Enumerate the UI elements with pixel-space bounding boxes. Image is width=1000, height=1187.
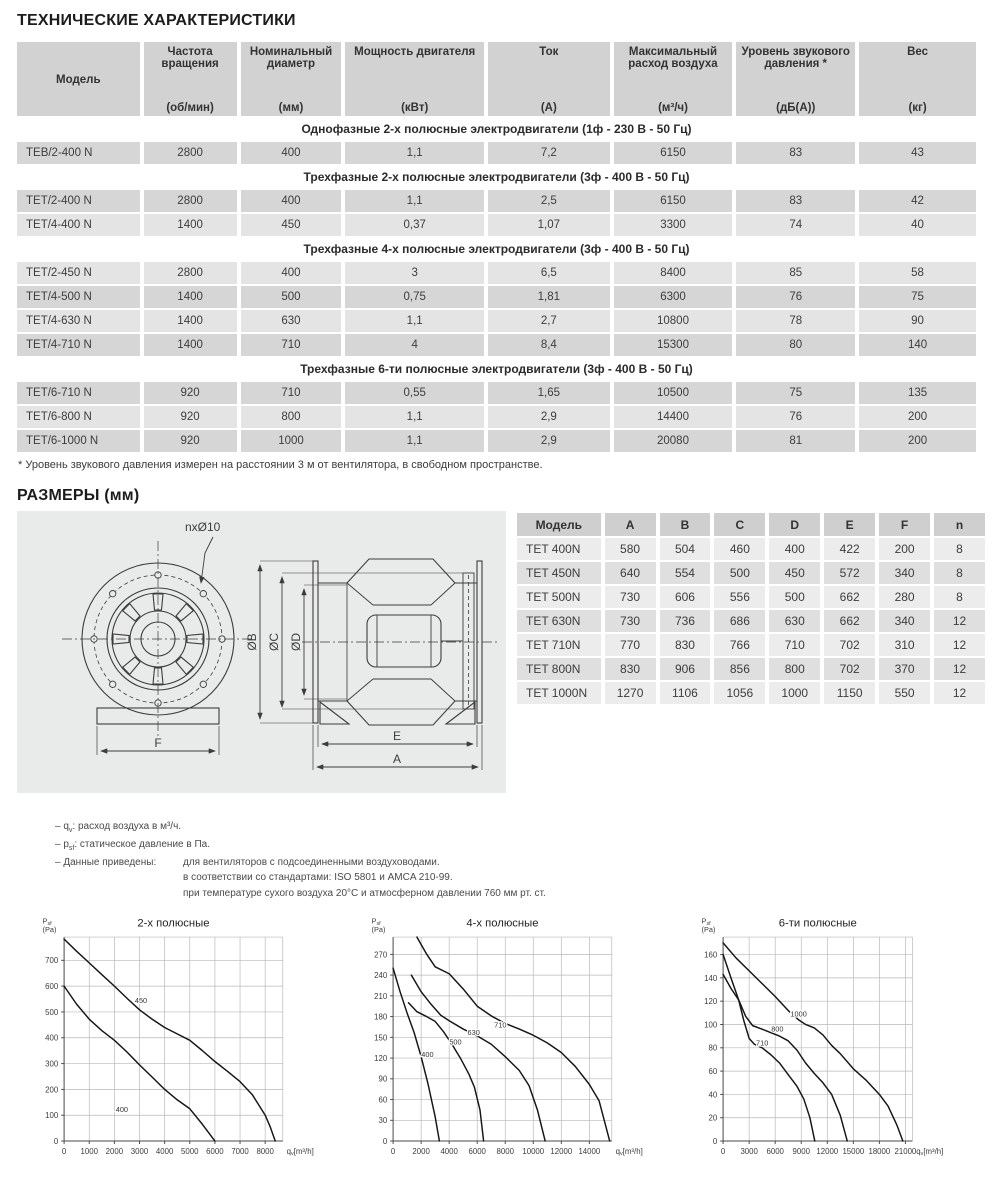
svg-text:40: 40 [708, 1090, 718, 1100]
model-cell: TEB/2-400 N [17, 142, 140, 164]
svg-text:10000: 10000 [522, 1146, 545, 1156]
value-cell: 6300 [614, 286, 733, 308]
svg-text:600: 600 [45, 982, 59, 992]
svg-text:0: 0 [383, 1137, 388, 1147]
dimension-cell: 280 [879, 586, 930, 608]
bolt-hole [200, 681, 206, 687]
bolt-hole [110, 591, 116, 597]
value-cell: 80 [736, 334, 855, 356]
value-cell: 1,1 [345, 406, 484, 428]
dimension-cell: 12 [934, 682, 985, 704]
x-axis-label: qv[m³/h] [286, 1146, 314, 1158]
dimension-cell: 630 [769, 610, 820, 632]
value-cell: 200 [859, 406, 976, 428]
dimension-cell: 200 [879, 538, 930, 560]
page-title: ТЕХНИЧЕСКИЕ ХАРАКТЕРИСТИКИ [17, 12, 296, 29]
dimension-cell: 662 [824, 586, 875, 608]
table-row [17, 214, 976, 236]
value-cell: 81 [736, 430, 855, 452]
spec-section-row [17, 238, 976, 260]
y-axis-label: $P_{sf}$ [372, 916, 382, 928]
dimension-cell: 770 [605, 634, 656, 656]
value-cell: 140 [859, 334, 976, 356]
value-cell: 8,4 [488, 334, 610, 356]
dimension-drawing-panel [17, 511, 506, 793]
drawing-label-e: E [392, 729, 402, 743]
model-cell: TET 800N [517, 658, 601, 680]
table-row [17, 142, 976, 164]
svg-text:300: 300 [45, 1059, 59, 1069]
spec-section-row [17, 118, 976, 140]
curve-label-710: 710 [494, 1020, 507, 1030]
table-row [517, 562, 985, 584]
value-cell: 1400 [144, 214, 237, 236]
curve-800 [723, 975, 847, 1142]
value-cell: 0,75 [345, 286, 484, 308]
dimension-cell: 830 [605, 658, 656, 680]
svg-text:14000: 14000 [578, 1146, 601, 1156]
x-axis-label: qv[m³/h] [616, 1146, 644, 1158]
table-row [17, 382, 976, 404]
dimension-cell: 8 [934, 562, 985, 584]
curve-label-710: 710 [755, 1038, 769, 1048]
svg-text:2000: 2000 [412, 1146, 431, 1156]
svg-text:1000: 1000 [80, 1146, 98, 1156]
dimension-cell: 460 [714, 538, 765, 560]
svg-text:0: 0 [61, 1146, 67, 1156]
dimension-cell: 830 [660, 634, 711, 656]
dimension-cell: 12 [934, 658, 985, 680]
value-cell: 85 [736, 262, 855, 284]
value-cell: 400 [241, 190, 342, 212]
dims-col-header: C [714, 513, 765, 536]
value-cell: 83 [736, 190, 855, 212]
spec-section-title: Трехфазные 6-ти полюсные электродвигатели (3ф - 400 В - 50 Гц) [17, 358, 976, 380]
value-cell: 14400 [614, 406, 733, 428]
spec-section-title: Трехфазные 4-х полюсные электродвигатели (3ф - 400 В - 50 Гц) [17, 238, 976, 260]
svg-text:7000: 7000 [231, 1146, 249, 1156]
dimension-cell: 340 [879, 562, 930, 584]
value-cell: 10800 [614, 310, 733, 332]
svg-text:21000: 21000 [894, 1146, 917, 1156]
dimensions-table [513, 511, 989, 706]
value-cell: 2,9 [488, 430, 610, 452]
value-cell: 1,1 [345, 430, 484, 452]
table-row [517, 586, 985, 608]
spec-col-header: Номинальный диаметр (мм) [241, 42, 342, 116]
dimension-cell: 554 [660, 562, 711, 584]
svg-text:210: 210 [374, 991, 388, 1001]
svg-text:240: 240 [374, 971, 388, 981]
svg-text:12000: 12000 [816, 1146, 839, 1156]
model-cell: TET 710N [517, 634, 601, 656]
dimension-cell: 800 [769, 658, 820, 680]
model-cell: TET 450N [517, 562, 601, 584]
svg-text:(Pa): (Pa) [372, 925, 386, 935]
dimension-cell: 662 [824, 610, 875, 632]
dimension-cell: 340 [879, 610, 930, 632]
svg-text:0: 0 [720, 1146, 726, 1156]
dimension-cell: 702 [824, 658, 875, 680]
svg-text:60: 60 [708, 1067, 718, 1077]
spec-head [17, 42, 976, 116]
value-cell: 400 [241, 262, 342, 284]
note-data-line: при температуре сухого воздуха 20°С и атмосферном давлении 760 мм рт. ст. [183, 887, 546, 899]
bolt-hole [110, 681, 116, 687]
dimension-cell: 310 [879, 634, 930, 656]
svg-text:60: 60 [378, 1095, 388, 1105]
dimension-cell: 736 [660, 610, 711, 632]
dimension-cell: 856 [714, 658, 765, 680]
drawing-label-dc: ØC [267, 633, 281, 651]
dimension-cell: 8 [934, 586, 985, 608]
svg-text:3000: 3000 [130, 1146, 149, 1156]
value-cell: 1,07 [488, 214, 610, 236]
drawing-label-a: A [392, 752, 402, 766]
dimension-cell: 730 [605, 586, 656, 608]
dimension-cell: 12 [934, 610, 985, 632]
svg-text:6000: 6000 [766, 1146, 784, 1156]
value-cell: 6,5 [488, 262, 610, 284]
value-cell: 0,37 [345, 214, 484, 236]
table-row [17, 286, 976, 308]
value-cell: 58 [859, 262, 976, 284]
curve-label-400: 400 [115, 1105, 129, 1115]
value-cell: 10500 [614, 382, 733, 404]
note-qv: – $q_v$: расход воздуха в м³/ч. [55, 821, 182, 834]
dimension-cell: 550 [879, 682, 930, 704]
dimension-cell: 730 [605, 610, 656, 632]
chart-title: 2-х полюсные [137, 917, 210, 930]
value-cell: 7,2 [488, 142, 610, 164]
value-cell: 2,7 [488, 310, 610, 332]
table-row [17, 430, 976, 452]
chart-title: 4-х полюсные [466, 917, 539, 930]
model-cell: TET/6-800 N [17, 406, 140, 428]
dimension-drawing [17, 511, 506, 793]
drawing-label-db: ØB [245, 633, 259, 651]
value-cell: 400 [241, 142, 342, 164]
sizes-title: РАЗМЕРЫ (мм) [17, 487, 140, 504]
svg-text:18000: 18000 [868, 1146, 891, 1156]
dims-col-header: A [605, 513, 656, 536]
value-cell: 83 [736, 142, 855, 164]
value-cell: 42 [859, 190, 976, 212]
value-cell: 920 [144, 430, 237, 452]
dimension-cell: 906 [660, 658, 711, 680]
svg-text:12000: 12000 [550, 1146, 573, 1156]
dimension-cell: 504 [660, 538, 711, 560]
note-data-lines [183, 855, 546, 902]
value-cell: 3 [345, 262, 484, 284]
note-data-line: для вентиляторов с подсоединенными воздуховодами. [183, 856, 440, 868]
svg-text:120: 120 [374, 1054, 388, 1064]
dimension-cell: 640 [605, 562, 656, 584]
dimension-cell: 1150 [824, 682, 875, 704]
svg-text:9000: 9000 [792, 1146, 810, 1156]
svg-text:270: 270 [374, 950, 388, 960]
spec-col-header: Уровень звукового давления * (дБ(А)) [736, 42, 855, 116]
value-cell: 1,81 [488, 286, 610, 308]
spec-body [17, 118, 976, 452]
dimension-cell: 400 [769, 538, 820, 560]
dims-col-header: E [824, 513, 875, 536]
svg-text:120: 120 [704, 997, 718, 1007]
x-axis-label: qv[m³/h] [916, 1146, 944, 1158]
chart-6-ти полюсные [678, 911, 978, 1173]
dimension-cell: 500 [769, 586, 820, 608]
sizes-section [17, 511, 984, 793]
dimension-cell: 370 [879, 658, 930, 680]
svg-text:4000: 4000 [155, 1146, 174, 1156]
svg-text:5000: 5000 [181, 1146, 199, 1156]
value-cell: 500 [241, 286, 342, 308]
model-cell: TET/4-500 N [17, 286, 140, 308]
value-cell: 710 [241, 334, 342, 356]
model-cell: TET/6-1000 N [17, 430, 140, 452]
value-cell: 78 [736, 310, 855, 332]
svg-text:6000: 6000 [468, 1146, 487, 1156]
note-data-label: – Данные приведены: [55, 856, 157, 868]
dimension-cell: 12 [934, 634, 985, 656]
svg-text:2000: 2000 [105, 1146, 124, 1156]
dimension-cell: 572 [824, 562, 875, 584]
value-cell: 630 [241, 310, 342, 332]
dimension-cell: 8 [934, 538, 985, 560]
table-row [517, 538, 985, 560]
value-cell: 3300 [614, 214, 733, 236]
table-row [517, 682, 985, 704]
value-cell: 1,1 [345, 190, 484, 212]
model-cell: TET/6-710 N [17, 382, 140, 404]
note-data [55, 855, 984, 902]
spec-col-header: Модель [17, 42, 140, 116]
svg-text:(Pa): (Pa) [42, 925, 57, 935]
value-cell: 2800 [144, 142, 237, 164]
svg-text:0: 0 [712, 1137, 718, 1147]
drawing-label-dd: ØD [289, 633, 303, 651]
note-psf: – $p_{sf}$: статическое давление в Па. [55, 838, 210, 852]
chart-2-х полюсные [19, 911, 348, 1173]
table-row [17, 310, 976, 332]
dimension-cell: 1056 [714, 682, 765, 704]
svg-text:8000: 8000 [496, 1146, 515, 1156]
model-cell: TET 630N [517, 610, 601, 632]
svg-text:200: 200 [45, 1085, 59, 1095]
dims-col-header: B [660, 513, 711, 536]
table-row [517, 634, 985, 656]
dimension-cell: 1106 [660, 682, 711, 704]
model-cell: TET/4-400 N [17, 214, 140, 236]
svg-text:140: 140 [704, 973, 718, 983]
sound-level-footnote: * Уровень звукового давления измерен на расстоянии 3 м от вентилятора, в свободном пространстве. [18, 459, 543, 471]
value-cell: 920 [144, 382, 237, 404]
model-cell: TET/4-710 N [17, 334, 140, 356]
drawing-label-holes: nxØ10 [185, 520, 221, 534]
svg-text:4000: 4000 [440, 1146, 459, 1156]
value-cell: 6150 [614, 142, 733, 164]
value-cell: 90 [859, 310, 976, 332]
dimension-cell: 702 [824, 634, 875, 656]
dimension-cell: 606 [660, 586, 711, 608]
value-cell: 2800 [144, 262, 237, 284]
dimension-cell: 1270 [605, 682, 656, 704]
value-cell: 920 [144, 406, 237, 428]
dimension-cell: 422 [824, 538, 875, 560]
value-cell: 4 [345, 334, 484, 356]
dimension-cell: 766 [714, 634, 765, 656]
value-cell: 1400 [144, 286, 237, 308]
value-cell: 75 [859, 286, 976, 308]
svg-text:100: 100 [45, 1111, 59, 1121]
dims-col-header: Модель [517, 513, 601, 536]
value-cell: 1400 [144, 310, 237, 332]
svg-text:6000: 6000 [206, 1146, 224, 1156]
spec-section-title: Трехфазные 2-х полюсные электродвигатели (3ф - 400 В - 50 Гц) [17, 166, 976, 188]
bolt-hole [200, 591, 206, 597]
dimension-cell: 710 [769, 634, 820, 656]
table-row [17, 334, 976, 356]
curve-label-400: 400 [421, 1050, 435, 1060]
svg-text:180: 180 [374, 1012, 388, 1022]
svg-text:150: 150 [374, 1033, 388, 1043]
spec-col-header: Ток (А) [488, 42, 610, 116]
value-cell: 710 [241, 382, 342, 404]
value-cell: 76 [736, 406, 855, 428]
table-row [517, 610, 985, 632]
value-cell: 800 [241, 406, 342, 428]
value-cell: 76 [736, 286, 855, 308]
value-cell: 40 [859, 214, 976, 236]
svg-text:8000: 8000 [256, 1146, 274, 1156]
spec-col-header: Мощность двигателя (кВт) [345, 42, 484, 116]
value-cell: 74 [736, 214, 855, 236]
spec-section-row [17, 166, 976, 188]
svg-text:160: 160 [704, 950, 718, 960]
svg-text:90: 90 [378, 1074, 388, 1084]
value-cell: 1000 [241, 430, 342, 452]
value-cell: 75 [736, 382, 855, 404]
note-data-line: в соответствии со стандартами: ISO 5801 и AMCA 210-99. [183, 872, 453, 884]
table-row [17, 406, 976, 428]
model-cell: TET/2-450 N [17, 262, 140, 284]
dimension-cell: 580 [605, 538, 656, 560]
curve-label-450: 450 [134, 995, 148, 1005]
dimension-cell: 686 [714, 610, 765, 632]
model-cell: TET/2-400 N [17, 190, 140, 212]
dimension-cell: 1000 [769, 682, 820, 704]
dims-body [517, 538, 985, 704]
value-cell: 135 [859, 382, 976, 404]
dimension-cell: 500 [714, 562, 765, 584]
value-cell: 0,55 [345, 382, 484, 404]
spec-col-header: Вес (кг) [859, 42, 976, 116]
svg-text:700: 700 [45, 956, 59, 966]
value-cell: 2800 [144, 190, 237, 212]
dimension-cell: 556 [714, 586, 765, 608]
svg-text:(Pa): (Pa) [701, 925, 716, 935]
curve-label-500: 500 [449, 1037, 463, 1047]
value-cell: 200 [859, 430, 976, 452]
svg-text:500: 500 [45, 1008, 59, 1018]
dimension-cell: 450 [769, 562, 820, 584]
svg-text:80: 80 [708, 1043, 718, 1053]
y-axis-label: $P_{sf}$ [42, 916, 52, 928]
table-row [517, 658, 985, 680]
spec-section-row [17, 358, 976, 380]
model-cell: TET 400N [517, 538, 601, 560]
spec-section-title: Однофазные 2-х полюсные электродвигатели (1ф - 230 В - 50 Гц) [17, 118, 976, 140]
model-cell: TET 500N [517, 586, 601, 608]
curve-label-800: 800 [771, 1024, 784, 1034]
svg-text:30: 30 [378, 1116, 388, 1126]
value-cell: 20080 [614, 430, 733, 452]
svg-text:20: 20 [708, 1113, 718, 1123]
chart-4-х полюсные [348, 911, 677, 1173]
dims-col-header: n [934, 513, 985, 536]
value-cell: 1,1 [345, 310, 484, 332]
value-cell: 6150 [614, 190, 733, 212]
spec-col-header: Частота вращения (об/мин) [144, 42, 237, 116]
table-row [17, 190, 976, 212]
spec-col-header: Максимальный расход воздуха (м³/ч) [614, 42, 733, 116]
value-cell: 2,5 [488, 190, 610, 212]
model-cell: TET 1000N [517, 682, 601, 704]
value-cell: 2,9 [488, 406, 610, 428]
svg-text:100: 100 [704, 1020, 718, 1030]
svg-text:15000: 15000 [842, 1146, 865, 1156]
performance-charts [17, 911, 984, 1173]
notes [55, 819, 984, 901]
curve-710 [417, 937, 610, 1141]
svg-text:0: 0 [53, 1137, 59, 1147]
drawing-label-f: F [154, 736, 162, 750]
y-axis-label: $P_{sf}$ [701, 916, 711, 928]
dims-head [517, 513, 985, 536]
table-row [17, 262, 976, 284]
dims-col-header: D [769, 513, 820, 536]
model-cell: TET/4-630 N [17, 310, 140, 332]
value-cell: 8400 [614, 262, 733, 284]
curve-1000 [723, 943, 903, 1141]
value-cell: 43 [859, 142, 976, 164]
svg-text:3000: 3000 [740, 1146, 758, 1156]
curve-label-1000: 1000 [790, 1009, 807, 1019]
value-cell: 1,1 [345, 142, 484, 164]
chart-title: 6-ти полюсные [778, 917, 857, 930]
value-cell: 1400 [144, 334, 237, 356]
value-cell: 1,65 [488, 382, 610, 404]
curve-450 [64, 939, 275, 1141]
spec-table [13, 40, 980, 454]
value-cell: 15300 [614, 334, 733, 356]
svg-text:0: 0 [391, 1146, 396, 1156]
dims-col-header: F [879, 513, 930, 536]
svg-text:400: 400 [45, 1033, 59, 1043]
value-cell: 450 [241, 214, 342, 236]
curve-label-630: 630 [468, 1028, 481, 1038]
